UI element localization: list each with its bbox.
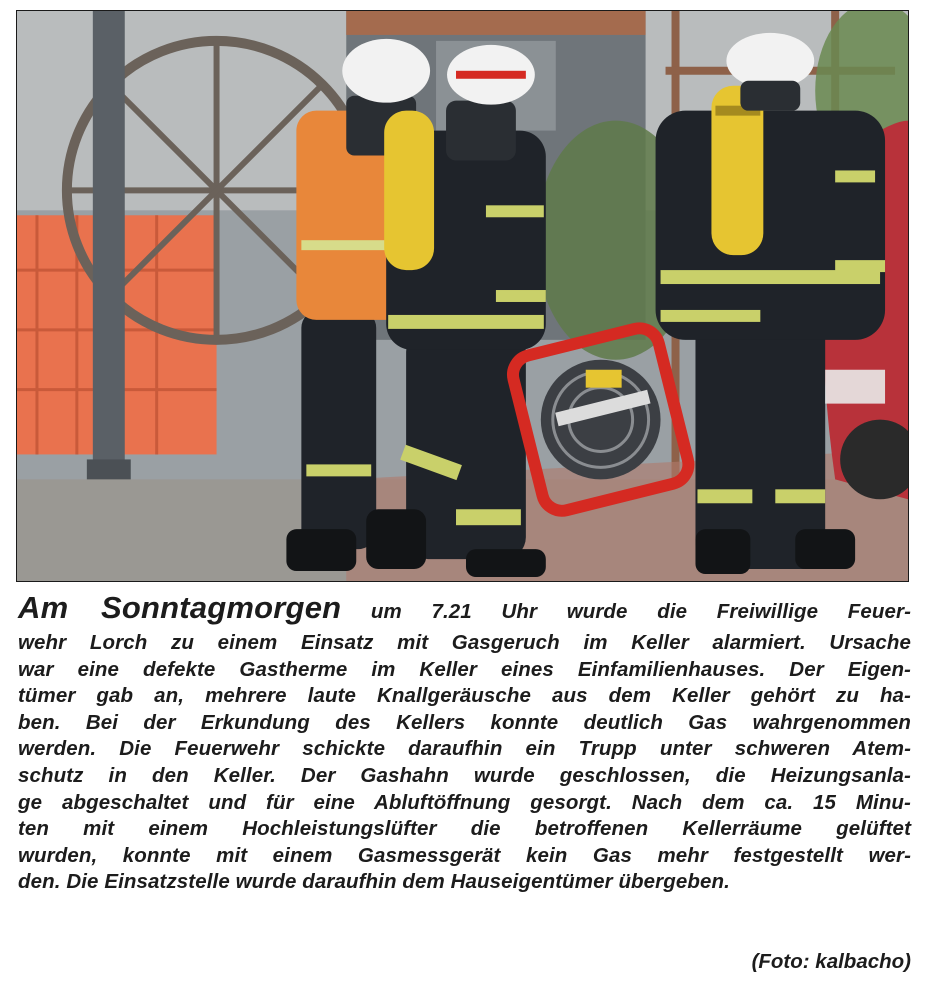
blurred-license-plate — [825, 370, 885, 404]
article-line-6: werden. Die Feuerwehr schickte daraufhin ein Trupp unter schweren Atem- — [18, 737, 911, 761]
boot — [466, 549, 546, 577]
helmet — [726, 33, 814, 89]
article-line-10: wurden, konnte mit einem Gasmessgerät kein Gas mehr festgestellt wer- — [18, 843, 911, 867]
article-line-9: ten mit einem Hochleistungslüfter die betroffenen Kellerräume gelüftet — [18, 817, 911, 841]
boot — [795, 529, 855, 569]
air-tank — [384, 111, 434, 270]
article-line-3: war eine defekte Gastherme im Keller eines Einfamilienhauses. Der Eigen- — [18, 657, 911, 681]
article-line-1 — [18, 590, 911, 630]
article-lead: Am Sonntagmorgen — [18, 590, 342, 625]
street-pole — [93, 11, 125, 509]
photo-credit: (Foto: kalbacho) — [751, 950, 911, 973]
article-line-5: ben. Bei der Erkundung des Kellers konnte deutlich Gas wahrgenommen — [18, 710, 911, 734]
news-photo — [16, 10, 909, 582]
article-line-11: den. Die Einsatzstelle wurde daraufhin dem Hauseigentümer übergeben. — [18, 870, 730, 894]
building-beam — [346, 11, 645, 35]
firefighters-photo-illustration — [17, 11, 908, 581]
boot — [695, 529, 750, 574]
helmet — [342, 39, 430, 103]
jacket — [656, 111, 885, 340]
article-line-4: tümer gab an, mehrere laute Knallgeräusche aus dem Keller gehört zu ha- — [18, 684, 911, 708]
boot — [366, 509, 426, 569]
article-text — [18, 590, 911, 896]
article-line-7: schutz in den Keller. Der Gashahn wurde geschlossen, die Heizungsanla- — [18, 763, 911, 787]
article-line-1-text: um 7.21 Uhr wurde die Freiwillige Feuer- — [341, 600, 911, 623]
article-line-8: ge abgeschaltet und für eine Abluftöffnung gesorgt. Nach dem ca. 15 Minu- — [18, 790, 911, 814]
article-line-2: wehr Lorch zu einem Einsatz mit Gasgeruch im Keller alarmiert. Ursache — [18, 631, 911, 654]
boot — [286, 529, 356, 571]
